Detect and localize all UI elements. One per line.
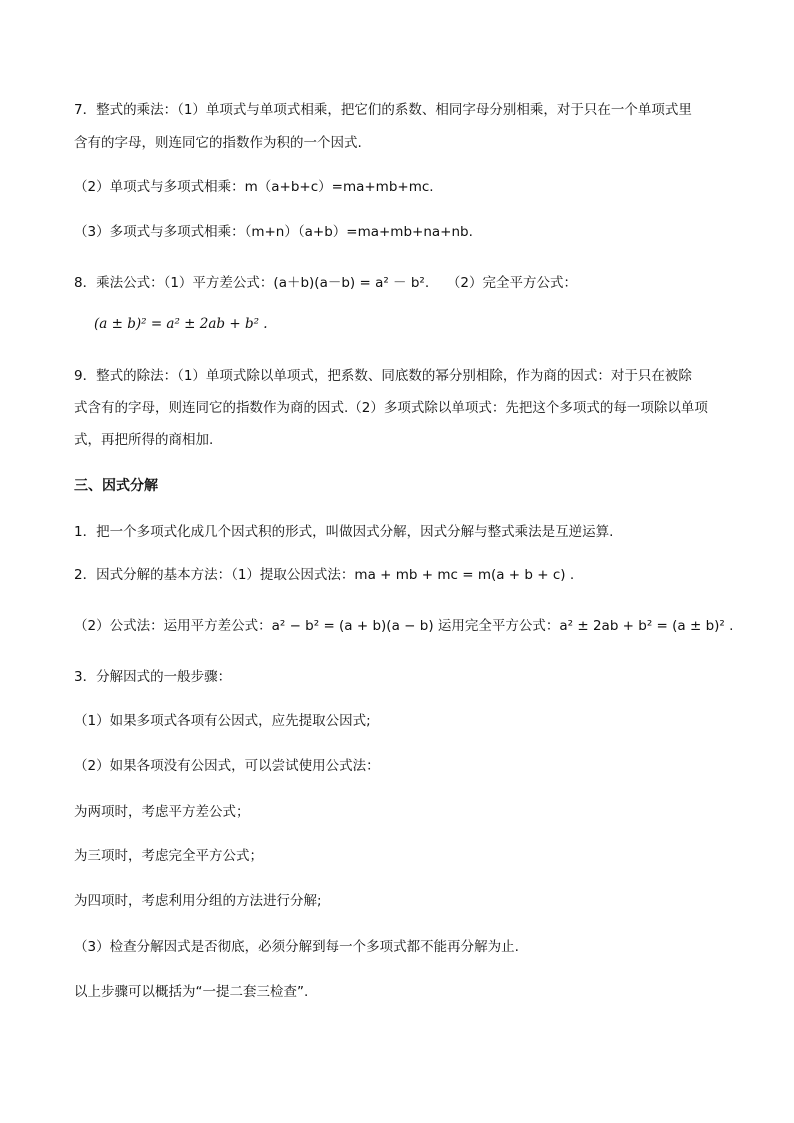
factor-step-3: （3）检查分解因式是否彻底，必须分解到每一个多项式都不能再分解为止. <box>74 939 519 955</box>
item-7-sub-2: （2）单项式与多项式相乘：m（a+b+c）=ma+mb+mc. <box>74 179 434 195</box>
item-9-line-1: 9．整式的除法：（1）单项式除以单项式，把系数、同底数的幂分别相除，作为商的因式：对于只在被除 <box>74 368 692 384</box>
factor-step-2: （2）如果各项没有公因式，可以尝试使用公式法： <box>74 758 380 774</box>
factor-step-2-four-terms: 为四项时，考虑利用分组的方法进行分解; <box>74 893 322 909</box>
item-9-line-3: 式，再把所得的商相加. <box>74 432 214 448</box>
factor-item-2: 2．因式分解的基本方法：（1）提取公因式法：ma + mb + mc = m(a + b + c) . <box>74 567 575 583</box>
item-7-sub-3: （3）多项式与多项式相乘：（m+n）（a+b）=ma+mb+na+nb. <box>74 224 473 240</box>
factor-item-1: 1．把一个多项式化成几个因式积的形式，叫做因式分解，因式分解与整式乘法是互逆运算. <box>74 524 614 540</box>
factor-summary: 以上步骤可以概括为“一提二套三检查”. <box>74 984 309 1000</box>
item-8-line-1: 8．乘法公式：（1）平方差公式：(a＋b)(a－b) = a² － b². （2）完全平方公式： <box>74 275 577 291</box>
factor-step-2-three-terms: 为三项时，考虑完全平方公式； <box>74 848 263 864</box>
item-9-line-2: 式含有的字母，则连同它的指数作为商的因式.（2）多项式除以单项式：先把这个多项式的每一项除以单项 <box>74 400 708 416</box>
item-7-line-1: 7．整式的乘法：（1）单项式与单项式相乘，把它们的系数、相同字母分别相乘，对于只在一个单项式里 <box>74 102 692 118</box>
item-7-line-2: 含有的字母，则连同它的指数作为积的一个因式. <box>74 135 362 151</box>
factor-step-2-two-terms: 为两项时，考虑平方差公式； <box>74 804 250 820</box>
section-3-heading: 三、因式分解 <box>74 478 158 494</box>
factor-item-2-sub-2: （2）公式法：运用平方差公式：a² − b² = (a + b)(a − b) 运用完全平方公式：a² ± 2ab + b² = (a ± b)² . <box>74 618 734 634</box>
item-8-formula: (a ± b)² = a² ± 2ab + b² . <box>94 316 268 332</box>
factor-item-3: 3．分解因式的一般步骤： <box>74 669 232 685</box>
factor-step-1: （1）如果多项式各项有公因式，应先提取公因式; <box>74 713 371 729</box>
